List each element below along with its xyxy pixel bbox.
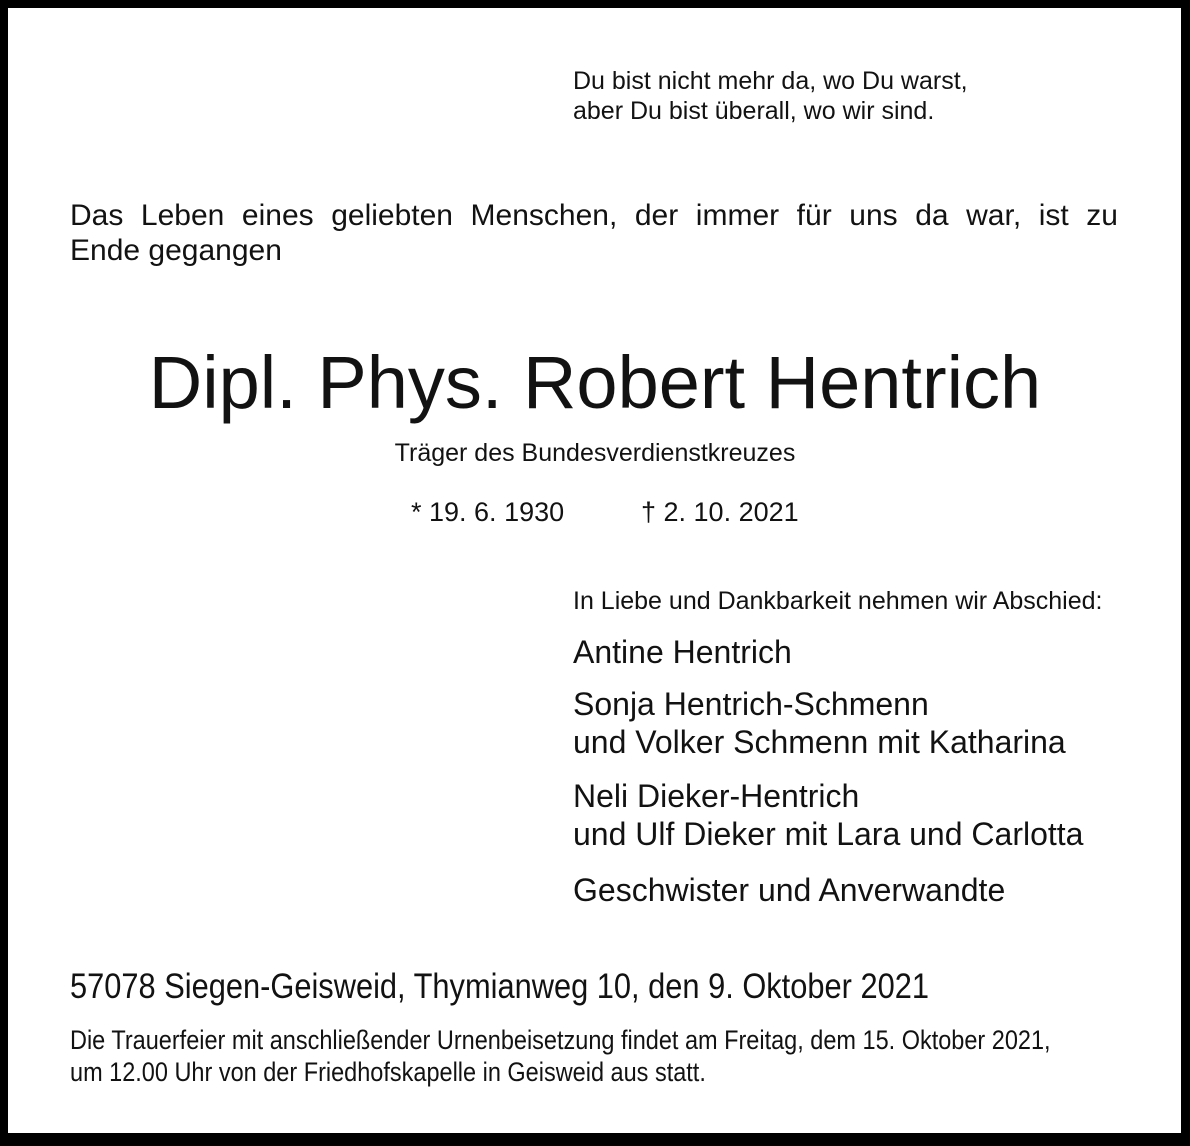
mourner-group bbox=[573, 871, 1005, 909]
deceased-name: Dipl. Phys. Robert Hentrich bbox=[148, 341, 1042, 424]
intro-paragraph bbox=[70, 198, 1118, 268]
funeral-info-line-1: Die Trauerfeier mit anschließender Urnenbeisetzung findet am Freitag, dem 15. Oktober 2021, bbox=[70, 1025, 1051, 1055]
place-and-date-line: 57078 Siegen-Geisweid, Thymianweg 10, den 9. Oktober 2021 bbox=[70, 967, 929, 1006]
farewell-line: In Liebe und Dankbarkeit nehmen wir Abschied: bbox=[573, 587, 1103, 615]
epigraph bbox=[573, 66, 968, 126]
epigraph-line-2: aber Du bist überall, wo wir sind. bbox=[573, 97, 935, 125]
mourner-name: Neli Dieker-Hentrich bbox=[573, 778, 860, 814]
honorific-title: Träger des Bundesverdienstkreuzes bbox=[394, 439, 796, 467]
intro-line-1: Das Leben eines geliebten Menschen, der immer für uns da war, ist zu bbox=[70, 199, 1118, 232]
death-date: † 2. 10. 2021 bbox=[641, 497, 799, 527]
mourner-name: und Ulf Dieker mit Lara und Carlotta bbox=[573, 816, 1084, 852]
mourner-name: Sonja Hentrich-Schmenn bbox=[573, 686, 929, 722]
mourner-group bbox=[573, 633, 792, 671]
funeral-information bbox=[70, 1024, 1051, 1088]
mourner-name: Geschwister und Anverwandte bbox=[573, 872, 1006, 908]
mourner-group bbox=[573, 685, 1066, 761]
mourner-name: und Volker Schmenn mit Katharina bbox=[573, 724, 1066, 760]
birth-date: * 19. 6. 1930 bbox=[411, 497, 565, 527]
mourner-name: Antine Hentrich bbox=[573, 634, 792, 670]
intro-line-2: Ende gegangen bbox=[70, 234, 282, 267]
mourner-group bbox=[573, 777, 1083, 853]
epigraph-line-1: Du bist nicht mehr da, wo Du warst, bbox=[573, 67, 968, 95]
funeral-info-line-2: um 12.00 Uhr von der Friedhofskapelle in Geisweid aus statt. bbox=[70, 1057, 706, 1087]
